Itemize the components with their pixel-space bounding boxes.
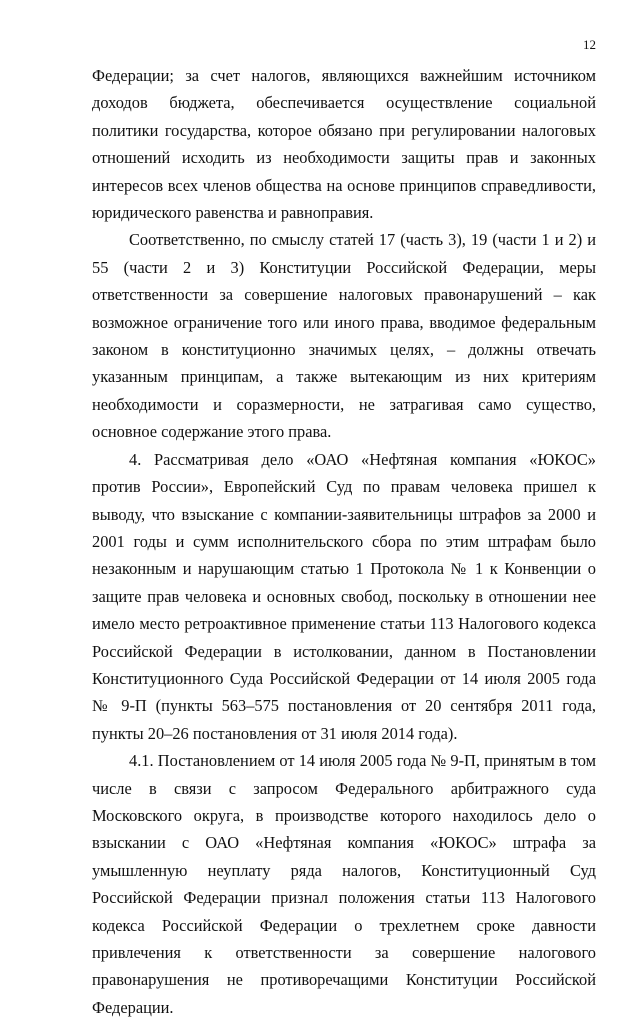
paragraph-section-4-1: 4.1. Постановлением от 14 июля 2005 года № 9-П, принятым в том числе в связи с запросом Федерального арбитражного суда Московского округа, в производстве которого находилось дело о взыскании с ОАО «Нефтяная компания «ЮКОС» штрафа за умышленную неуплату ряда налогов, Конституционный Суд Российской Федерации признал положения статьи 113 Налогового кодекса Российской Федерации о трехлетнем сроке давности привлечения к ответственности за совершение налогового правонарушения не противоречащими Конституции Российской Федерации. xyxy=(92,751,596,1017)
page-number: 12 xyxy=(583,37,596,52)
paragraph-constitution-articles: Соответственно, по смыслу статей 17 (часть 3), 19 (части 1 и 2) и 55 (части 2 и 3) Конституции Российской Федерации, меры ответственности за совершение налоговых правонарушений – как возможное ограничение того или иного права, вводимое федеральным законом в конституционно значимых целях, – должны отвечать указанным принципам, а также вытекающим из них критериям необходимости и соразмерности, не затрагивая само существо, основное содержание этого права. xyxy=(92,230,596,442)
paragraph-continuation: Федерации; за счет налогов, являющихся важнейшим источником доходов бюджета, обеспечивается осуществление социальной политики государства, которое обязано при регулировании налоговых отношений исходить из необходимости защиты прав и законных интересов всех членов общества на основе принципов справедливости, юридического равенства и равноправия. xyxy=(92,66,596,223)
document-body xyxy=(92,62,596,1021)
paragraph-section-4: 4. Рассматривая дело «ОАО «Нефтяная компания «ЮКОС» против России», Европейский Суд по правам человека пришел к выводу, что взыскание с компании-заявительницы штрафов за 2000 и 2001 годы и сумм исполнительского сбора по этим штрафам было незаконным и нарушающим статью 1 Протокола № 1 к Конвенции о защите прав человека и основных свобод, поскольку в отношении нее имело место ретроактивное применение статьи 113 Налогового кодекса Российской Федерации в истолковании, данном в Постановлении Конституционного Суда Российской Федерации от 14 июля 2005 года № 9-П (пункты 563–575 постановления от 20 сентября 2011 года, пункты 20–26 постановления от 31 июля 2014 года). xyxy=(92,449,596,743)
